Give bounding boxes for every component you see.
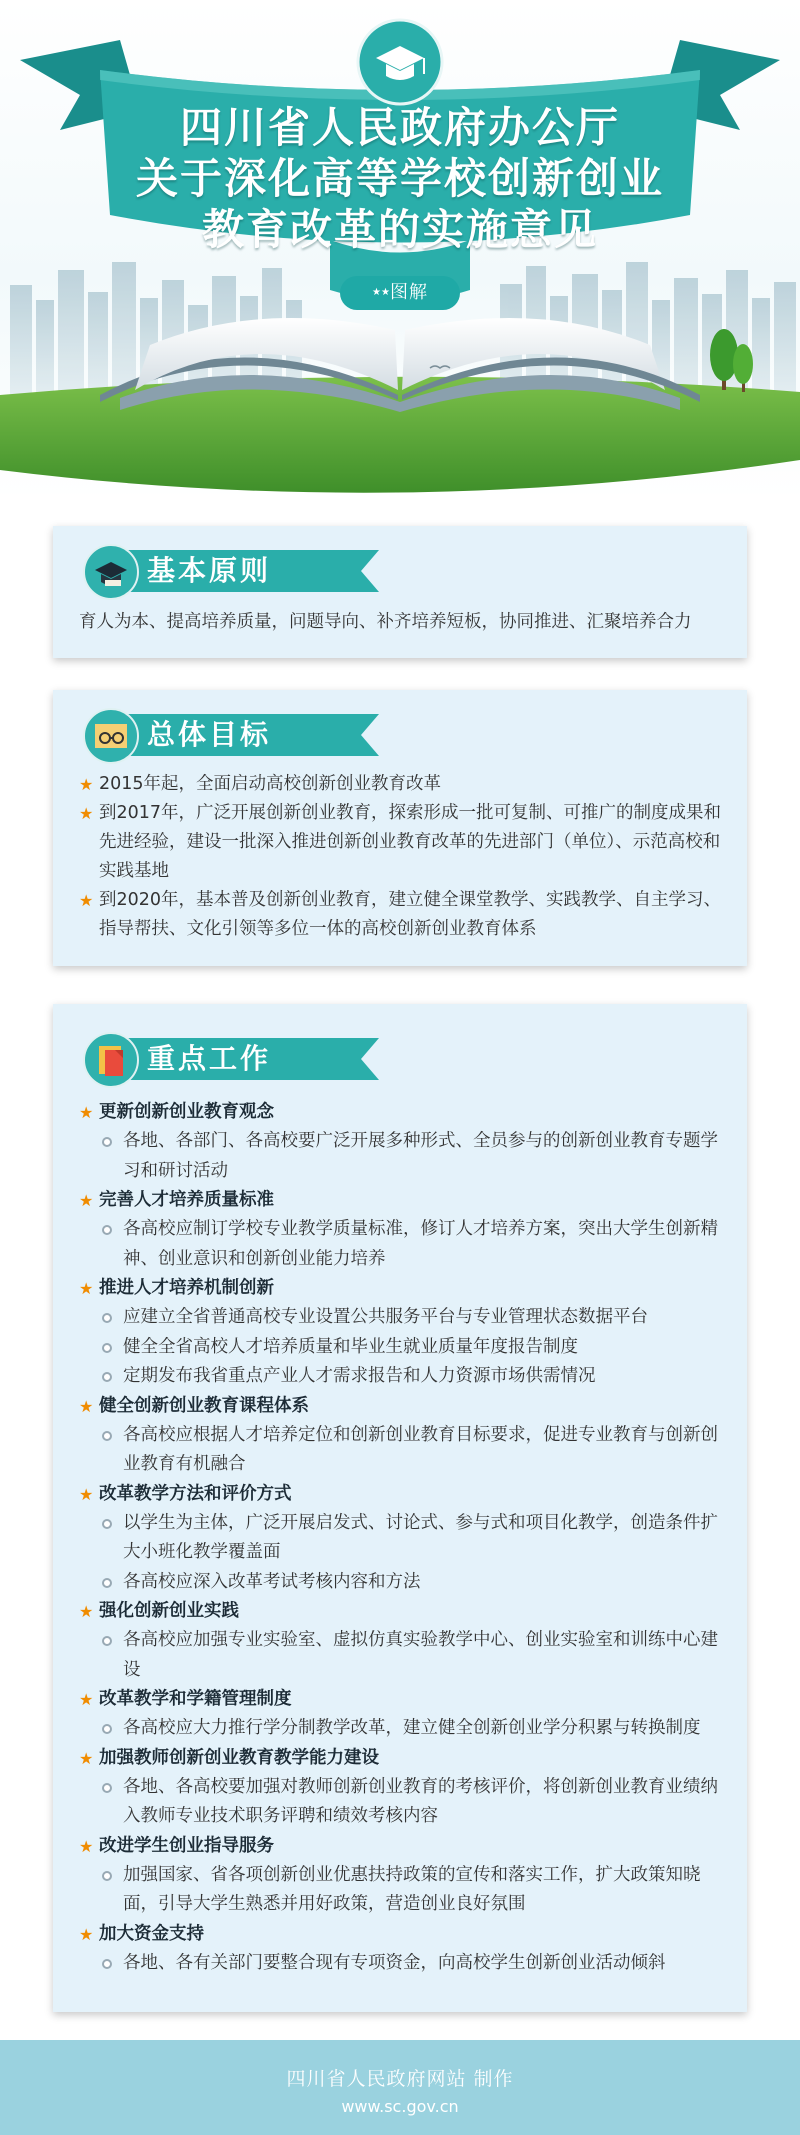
bullet-icon xyxy=(102,1724,112,1734)
principles-panel xyxy=(53,526,747,658)
category-title: ★ 加强教师创新创业教育教学能力建设 xyxy=(79,1744,723,1773)
star-icon: ★ xyxy=(79,1924,94,1944)
header-banner xyxy=(0,0,800,500)
bullet-icon xyxy=(102,1343,112,1353)
list-item: 加强国家、省各项创新创业优惠扶持政策的宣传和落实工作，扩大政策知晓面，引导大学生熟悉并用好政策，营造创业良好氛围 xyxy=(79,1861,723,1920)
star-icon: ★ xyxy=(79,775,94,794)
list-item: 各地、各高校要加强对教师创新创业教育的考核评价，将创新创业教育业绩纳入教师专业技术职务评聘和绩效考核内容 xyxy=(79,1773,723,1832)
list-item: 应建立全省普通高校专业设置公共服务平台与专业管理状态数据平台 xyxy=(79,1303,723,1333)
star-icon: ★ xyxy=(79,1602,94,1621)
bullet-icon xyxy=(102,1313,112,1323)
principles-heading-tag xyxy=(79,546,379,596)
category-title: ★ 健全创新创业教育课程体系 xyxy=(79,1392,723,1421)
key-work-heading: 重点工作 xyxy=(147,1042,272,1075)
list-item: ★ 到2020年，基本普及创新创业教育，建立健全课堂教学、实践教学、自主学习、指导帮扶、文化引领等多位一体的高校创新创业教育体系 xyxy=(79,886,725,944)
bullet-icon xyxy=(102,1431,112,1441)
principles-text: 育人为本、提高培养质量，问题导向、补齐培养短板，协同推进、汇聚培养合力 xyxy=(79,612,692,632)
glasses-book-icon xyxy=(83,708,139,764)
list-item: 定期发布我省重点产业人才需求报告和人力资源市场供需情况 xyxy=(79,1362,723,1392)
infographic-badge xyxy=(340,276,460,310)
footer xyxy=(0,2040,800,2135)
category-title: ★ 改革教学和学籍管理制度 xyxy=(79,1685,723,1714)
star-icon: ★ xyxy=(79,1836,94,1856)
category-title: ★ 改革教学方法和评价方式 xyxy=(79,1480,723,1509)
goals-panel xyxy=(53,690,747,966)
star-icon: ★ xyxy=(79,1690,94,1709)
list-item: 各高校应制订学校专业教学质量标准，修订人才培养方案，突出大学生创新精神、创业意识和创新创业能力培养 xyxy=(79,1215,723,1274)
bullet-icon xyxy=(102,1578,112,1588)
graduation-cap-icon xyxy=(83,544,139,600)
list-item: 各地、各部门、各高校要广泛开展多种形式、全员参与的创新创业教育专题学习和研讨活动 xyxy=(79,1127,723,1186)
star-icon: ★ xyxy=(79,1484,94,1504)
key-work-panel xyxy=(53,1004,747,2012)
star-icon: ★ xyxy=(79,1191,94,1210)
list-item: 各地、各有关部门要整合现有专项资金，向高校学生创新创业活动倾斜 xyxy=(79,1949,723,1979)
list-item: 以学生为主体，广泛开展启发式、讨论式、参与式和项目化教学，创造条件扩大小班化教学覆盖面 xyxy=(79,1509,723,1568)
star-icon: ★ xyxy=(79,1279,94,1298)
list-item: 各高校应深入改革考试考核内容和方法 xyxy=(79,1568,723,1598)
category-title: ★ 强化创新创业实践 xyxy=(79,1597,723,1626)
title-line-2: 关于深化高等学校创新创业 xyxy=(135,154,664,203)
list-item: 各高校应加强专业实验室、虚拟仿真实验教学中心、创业实验室和训练中心建设 xyxy=(79,1626,723,1685)
bullet-icon xyxy=(102,1137,112,1147)
category-title: ★ 完善人才培养质量标准 xyxy=(79,1186,723,1215)
category-title: ★ 更新创新创业教育观念 xyxy=(79,1098,723,1127)
bullet-icon xyxy=(102,1636,112,1646)
bullet-icon xyxy=(102,1871,112,1881)
bullet-icon xyxy=(102,1959,112,1969)
list-item: ★ 2015年起，全面启动高校创新创业教育改革 xyxy=(79,770,725,799)
title-line-1: 四川省人民政府办公厅 xyxy=(179,103,620,152)
goals-heading: 总体目标 xyxy=(147,718,272,751)
bullet-icon xyxy=(102,1225,112,1235)
goals-list xyxy=(79,770,725,944)
star-icon: ★ xyxy=(79,804,94,823)
bullet-icon xyxy=(102,1783,112,1793)
star-icon: ★ xyxy=(79,1396,94,1416)
folder-icon xyxy=(83,1032,139,1088)
category-title: ★ 改进学生创业指导服务 xyxy=(79,1832,723,1861)
principles-heading: 基本原则 xyxy=(147,554,272,587)
star-icon: ★ xyxy=(79,1748,94,1768)
bullet-icon xyxy=(102,1519,112,1529)
list-item: ★ 到2017年，广泛开展创新创业教育，探索形成一批可复制、可推广的制度成果和先进经验，建设一批深入推进创新创业教育改革的先进部门（单位）、示范高校和实践基地 xyxy=(79,799,725,886)
footer-url[interactable]: www.sc.gov.cn xyxy=(341,2097,459,2116)
title-line-3: 教育改革的实施意见 xyxy=(201,205,598,254)
page-title xyxy=(0,102,800,255)
key-work-heading-tag xyxy=(79,1034,379,1084)
category-title: ★ 加大资金支持 xyxy=(79,1920,723,1949)
star-icon: ★ xyxy=(79,1103,94,1122)
goals-heading-tag xyxy=(79,710,379,760)
list-item: 各高校应根据人才培养定位和创新创业教育目标要求，促进专业教育与创新创业教育有机融合 xyxy=(79,1421,723,1480)
list-item: 健全全省高校人才培养质量和毕业生就业质量年度报告制度 xyxy=(79,1333,723,1363)
star-icon: ★ xyxy=(79,891,94,910)
list-item: 各高校应大力推行学分制教学改革，建立健全创新创业学分积累与转换制度 xyxy=(79,1714,723,1744)
badge-label: 图解 xyxy=(389,282,428,303)
key-work-list xyxy=(79,1098,723,1978)
bullet-icon xyxy=(102,1372,112,1382)
star-icon: ★★ xyxy=(372,287,390,298)
category-title: ★ 推进人才培养机制创新 xyxy=(79,1274,723,1303)
footer-producer: 四川省人民政府网站 制作 xyxy=(286,2068,514,2090)
